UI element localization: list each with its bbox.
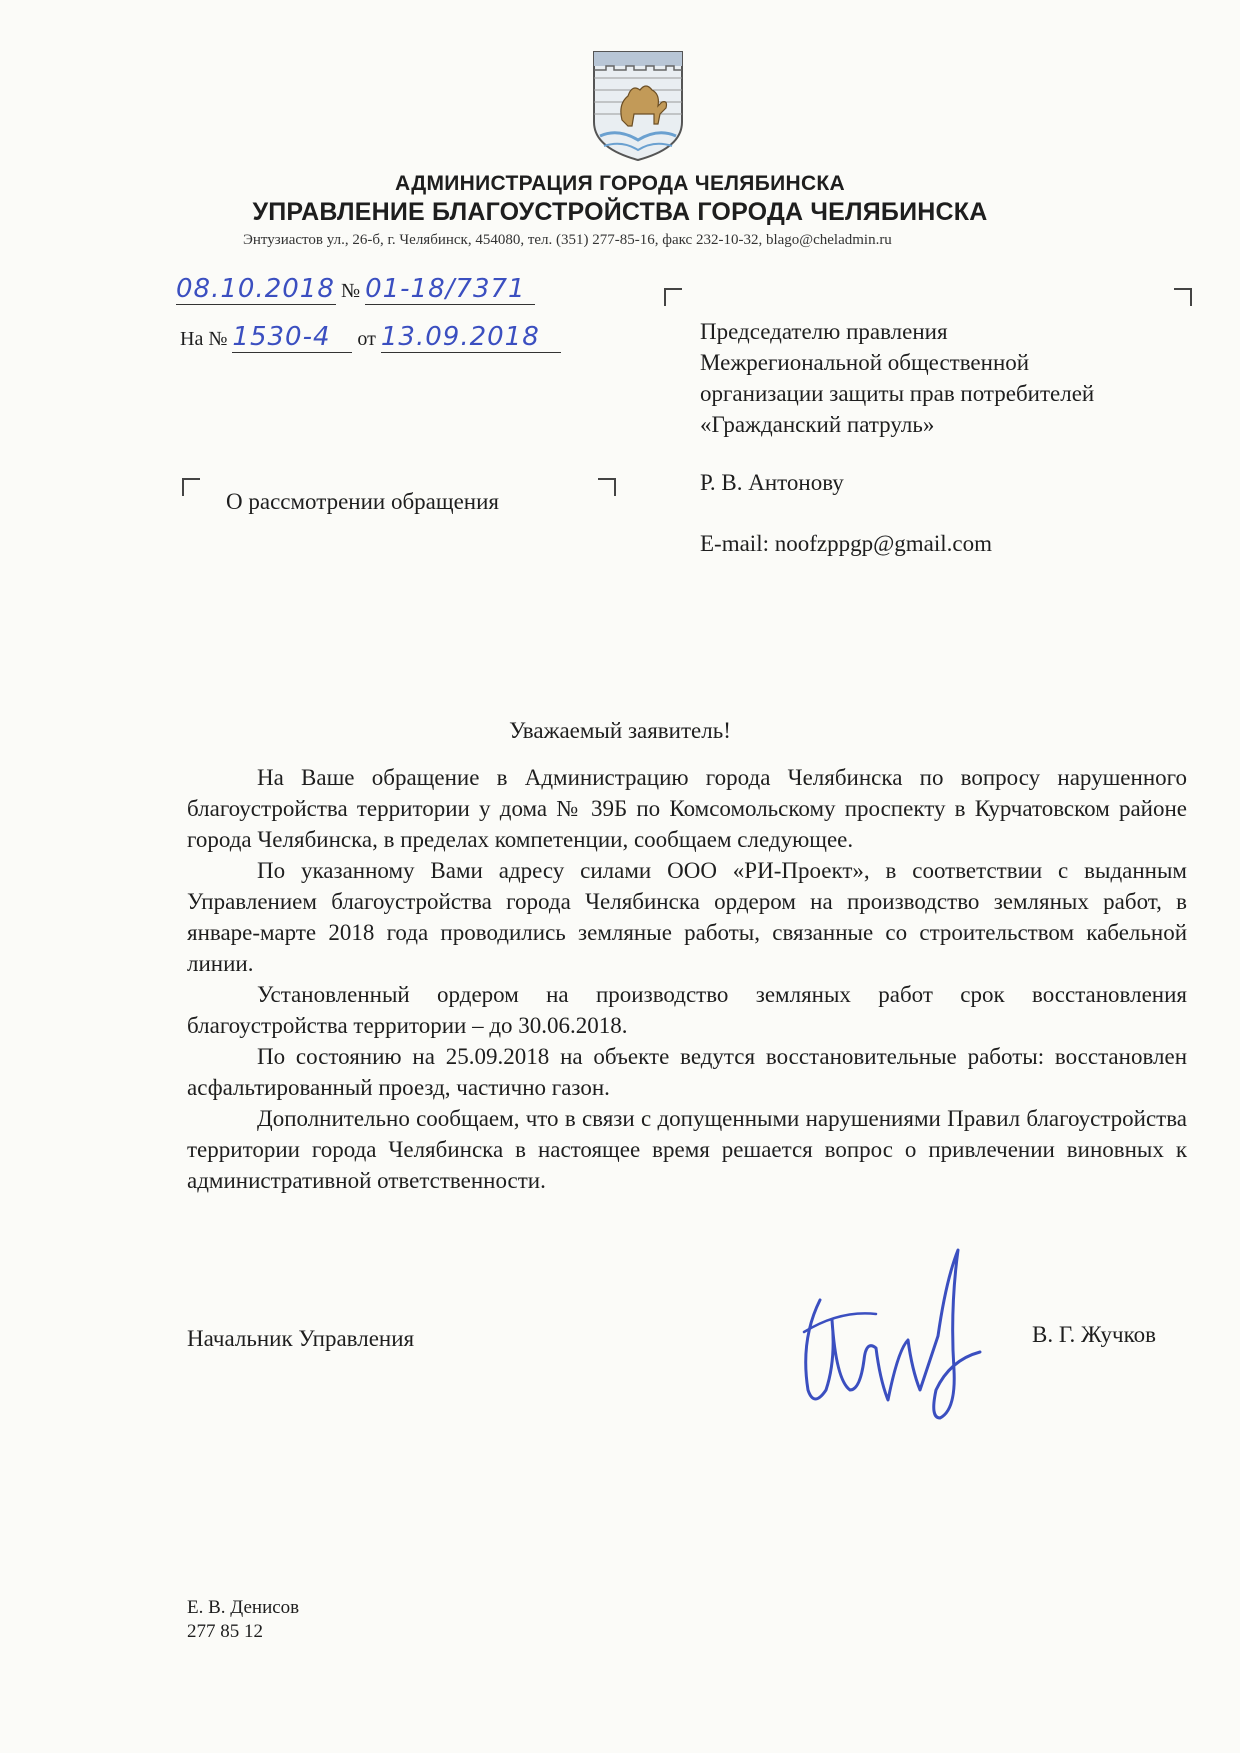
reference-date: 13.09.2018: [381, 322, 561, 353]
addressee-name: Р. В. Антонову: [700, 470, 844, 495]
executor-name: Е. В. Денисов: [187, 1597, 300, 1618]
reference-from-label: от: [357, 328, 376, 350]
org-title-department: УПРАВЛЕНИЕ БЛАГОУСТРОЙСТВА ГОРОДА ЧЕЛЯБИНСКА: [252, 198, 988, 226]
body-paragraph: По состоянию на 25.09.2018 на объекте ведутся восстановительные работы: восстановлен асфальтированный проезд, частично газон.: [187, 1044, 1187, 1100]
body-paragraph: Установленный ордером на производство земляных работ срок восстановления благоустройства территории – до 30.06.2018.: [187, 982, 1187, 1038]
registration-number-label: №: [341, 280, 361, 302]
registration-line: [176, 274, 535, 305]
handwritten-signature-icon: [780, 1240, 1010, 1430]
org-title-administration: АДМИНИСТРАЦИЯ ГОРОДА ЧЕЛЯБИНСКА: [394, 172, 845, 195]
addressee-line: Председателю правления: [700, 319, 948, 344]
addressee-corner-left: [664, 288, 682, 306]
addressee-line: организации защиты прав потребителей: [700, 381, 1095, 406]
reference-line: [180, 322, 561, 353]
subject-corner-right: [598, 478, 616, 496]
addressee-line: Межрегиональной общественной: [700, 350, 1030, 375]
reference-number-label: На №: [180, 328, 228, 350]
addressee-block: [700, 316, 1094, 440]
signer-position: Начальник Управления: [187, 1326, 415, 1351]
addressee-line: «Гражданский патруль»: [700, 412, 935, 437]
addressee-corner-right: [1174, 288, 1192, 306]
signer-name: В. Г. Жучков: [1032, 1322, 1156, 1347]
coat-of-arms-icon: [588, 44, 688, 164]
subject-corner-left: [182, 478, 200, 496]
letter-body: [187, 762, 1187, 1196]
greeting: Уважаемый заявитель!: [509, 718, 731, 743]
registration-date: 08.10.2018: [176, 274, 335, 304]
org-contacts: Энтузиастов ул., 26-б, г. Челябинск, 454080, тел. (351) 277-85-16, факс 232-10-32, blago@cheladmin.ru: [243, 232, 892, 248]
executor-block: [187, 1596, 299, 1644]
addressee-email: E-mail: noofzppgp@gmail.com: [700, 531, 993, 556]
executor-phone: 277 85 12: [187, 1621, 263, 1642]
body-paragraph: По указанному Вами адресу силами ООО «РИ-Проект», в соответствии с выданным Управлением благоустройства города Челябинска ордером на производство земляных работ, в январе-марте 2018 года проводились земляные работы, связанные со строительством кабельной линии.: [187, 858, 1187, 976]
reference-number: 1530-4: [232, 322, 352, 353]
letter-subject: О рассмотрении обращения: [226, 489, 499, 514]
body-paragraph: На Ваше обращение в Администрацию города Челябинска по вопросу нарушенного благоустройства территории у дома № 39Б по Комсомольскому проспекту в Курчатовском районе города Челябинска, в пределах компетенции, сообщаем следующее.: [187, 765, 1187, 852]
registration-number: 01-18/7371: [365, 274, 535, 305]
body-paragraph: Дополнительно сообщаем, что в связи с допущенными нарушениями Правил благоустройства территории города Челябинска в настоящее время решается вопрос о привлечении виновных к административной ответственности.: [187, 1106, 1187, 1193]
